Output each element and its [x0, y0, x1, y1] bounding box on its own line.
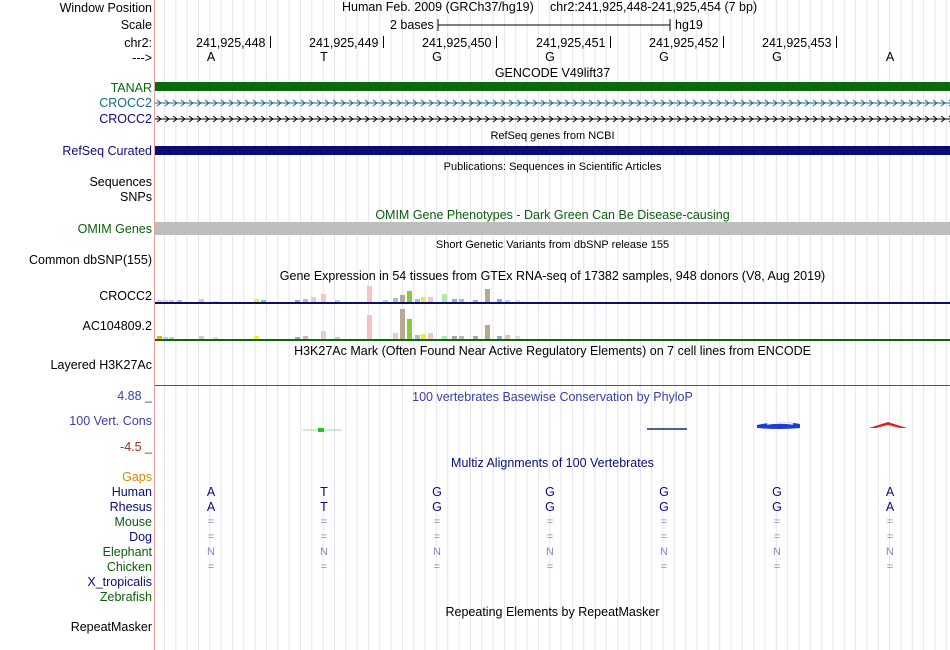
- gtex-tissue-bar: [407, 291, 412, 302]
- alignment-base-mouse: =: [660, 516, 668, 528]
- gtex-tissue-bar: [393, 298, 398, 302]
- gtex-tissue-bar: [163, 300, 168, 302]
- ruler-position-label: 241,925,452: [649, 36, 719, 50]
- species-label-zebrafish[interactable]: Zebrafish: [99, 590, 152, 604]
- phylop-track-title: 100 vertebrates Basewise Conservation by PhyloP: [412, 390, 693, 404]
- track-label-refseq[interactable]: RefSeq Curated: [62, 144, 152, 158]
- alignment-base-human: G: [659, 485, 669, 499]
- gtex-tissue-bar: [515, 336, 520, 339]
- phylop-max-label: 4.88 _: [117, 389, 152, 403]
- window-position-label: Window Position: [59, 1, 152, 15]
- gencode-crocc2-black-feature[interactable]: [155, 113, 950, 125]
- alignment-base-elephant: N: [660, 546, 668, 558]
- dbsnp-track-title: Short Genetic Variants from dbSNP release 155: [435, 239, 670, 251]
- species-label-human[interactable]: Human: [111, 485, 152, 499]
- gtex-tissue-bar: [473, 300, 478, 302]
- gtex-tissue-bar: [442, 336, 447, 339]
- alignment-base-dog: =: [660, 531, 668, 543]
- ruler-tick: [496, 36, 497, 48]
- alignment-base-rhesus: G: [659, 500, 669, 514]
- alignment-base-human: T: [320, 485, 328, 499]
- alignment-base-chicken: =: [546, 561, 554, 573]
- gtex-tissue-bar: [261, 300, 266, 302]
- track-label-crocc2-1[interactable]: CROCC2: [99, 96, 152, 110]
- phylop-logo-a: [869, 422, 907, 428]
- gtex-tissue-bar: [415, 299, 420, 302]
- gtex-tissue-bar: [199, 299, 204, 302]
- gtex-tissue-bar: [415, 335, 420, 339]
- gtex-tissue-bar: [515, 300, 520, 302]
- gtex-tissue-bar: [421, 297, 426, 302]
- track-label-gaps[interactable]: Gaps: [122, 470, 152, 484]
- assembly-title: Human Feb. 2009 (GRCh37/hg19): [342, 0, 534, 14]
- track-label-crocc2-2[interactable]: CROCC2: [99, 112, 152, 126]
- species-label-elephant[interactable]: Elephant: [102, 545, 152, 559]
- reference-base: G: [432, 50, 442, 64]
- alignment-base-human: G: [772, 485, 782, 499]
- track-label-sequences[interactable]: Sequences: [89, 175, 152, 189]
- gtex-tissue-bar: [400, 295, 405, 302]
- gtex-tissue-bar: [163, 337, 168, 339]
- gtex-tissue-bar: [421, 334, 426, 339]
- track-label-omim[interactable]: OMIM Genes: [77, 222, 152, 236]
- reference-base: A: [206, 50, 216, 64]
- reference-base: G: [659, 50, 669, 64]
- h3k27ac-track-title: H3K27Ac Mark (Often Found Near Active Regulatory Elements) on 7 cell lines from ENCODE: [294, 344, 811, 358]
- alignment-base-elephant: N: [207, 546, 215, 558]
- phylop-min-label: -4.5 _: [120, 440, 152, 454]
- omim-track-title: OMIM Gene Phenotypes - Dark Green Can Be Disease-causing: [375, 208, 730, 222]
- alignment-base-mouse: =: [433, 516, 441, 528]
- gtex-tissue-bar: [407, 319, 412, 339]
- gtex-tissue-bar: [452, 299, 457, 302]
- alignment-base-rhesus: G: [545, 500, 555, 514]
- track-label-h3k27ac[interactable]: Layered H3K27Ac: [50, 358, 152, 372]
- reference-base: G: [772, 50, 782, 64]
- track-label-panel: [0, 0, 155, 650]
- ruler-tick: [723, 36, 724, 48]
- species-label-dog[interactable]: Dog: [129, 530, 152, 544]
- alignment-base-elephant: N: [773, 546, 781, 558]
- alignment-base-dog: =: [886, 531, 894, 543]
- alignment-base-human: G: [432, 485, 442, 499]
- gtex-tissue-bar: [254, 299, 259, 302]
- gtex-tissue-bar: [428, 333, 433, 339]
- chrom-label: chr2:: [124, 36, 152, 50]
- alignment-base-rhesus: A: [885, 500, 895, 514]
- alignment-base-dog: =: [546, 531, 554, 543]
- gtex-ac104809-bars[interactable]: [155, 305, 950, 341]
- species-label-mouse[interactable]: Mouse: [114, 515, 152, 529]
- reference-base: T: [320, 50, 328, 64]
- gtex-tissue-bar: [199, 336, 204, 339]
- alignment-base-mouse: =: [886, 516, 894, 528]
- alignment-base-rhesus: G: [772, 500, 782, 514]
- alignment-base-human: A: [206, 485, 216, 499]
- track-label-gtex-ac104809[interactable]: AC104809.2: [82, 319, 152, 333]
- omim-feature[interactable]: [155, 222, 950, 235]
- gtex-tissue-bar: [254, 336, 259, 339]
- gtex-tissue-bar: [303, 336, 308, 339]
- gencode-track-title: GENCODE V49lift37: [494, 66, 611, 80]
- gtex-tissue-bar: [400, 309, 405, 339]
- gtex-baseline: [155, 302, 950, 304]
- gencode-tanar-feature[interactable]: [155, 82, 950, 91]
- gtex-tissue-bar: [177, 300, 182, 302]
- ruler-position-label: 241,925,450: [422, 36, 492, 50]
- ruler-tick: [383, 36, 384, 48]
- multiz-track-title: Multiz Alignments of 100 Vertebrates: [451, 456, 654, 470]
- alignment-base-mouse: =: [320, 516, 328, 528]
- reference-base: G: [545, 50, 555, 64]
- gtex-tissue-bar: [485, 289, 490, 302]
- alignment-base-chicken: =: [886, 561, 894, 573]
- gtex-tissue-bar: [321, 294, 326, 302]
- gtex-tissue-bar: [473, 336, 478, 339]
- track-label-common-dbsnp[interactable]: Common dbSNP(155): [29, 253, 152, 267]
- gencode-crocc2-teal-feature[interactable]: [155, 97, 950, 109]
- ruler-position-label: 241,925,449: [309, 36, 379, 50]
- refseq-track-title: RefSeq genes from NCBI: [490, 130, 615, 142]
- species-label-xtropicalis[interactable]: X_tropicalis: [87, 575, 152, 589]
- alignment-base-rhesus: T: [320, 500, 328, 514]
- gtex-tissue-bar: [459, 336, 464, 339]
- alignment-base-dog: =: [773, 531, 781, 543]
- ruler-position-label: 241,925,453: [762, 36, 832, 50]
- gtex-tissue-bar: [169, 300, 174, 302]
- gtex-tissue-bar: [367, 286, 372, 302]
- gtex-tissue-bar: [497, 336, 502, 339]
- alignment-base-chicken: =: [207, 561, 215, 573]
- gtex-tissue-bar: [295, 337, 300, 339]
- gtex-tissue-bar: [213, 337, 218, 339]
- ruler-position-label: 241,925,448: [196, 36, 266, 50]
- alignment-base-chicken: =: [433, 561, 441, 573]
- gtex-tissue-bar: [505, 335, 510, 339]
- track-label-tanar[interactable]: TANAR: [110, 81, 152, 95]
- gtex-tissue-bar: [485, 325, 490, 339]
- alignment-base-mouse: =: [207, 516, 215, 528]
- gtex-tissue-bar: [383, 300, 388, 302]
- gtex-tissue-bar: [335, 337, 340, 339]
- h3k27ac-baseline: [155, 385, 950, 386]
- gtex-baseline: [155, 339, 950, 341]
- gtex-tissue-bar: [335, 300, 340, 302]
- phylop-mark-t: [318, 428, 324, 432]
- species-label-chicken[interactable]: Chicken: [106, 560, 152, 574]
- alignment-base-elephant: N: [886, 546, 894, 558]
- ruler-tick: [836, 36, 837, 48]
- alignment-base-rhesus: A: [206, 500, 216, 514]
- alignment-base-rhesus: G: [432, 500, 442, 514]
- gtex-tissue-bar: [295, 300, 300, 302]
- alignment-base-dog: =: [433, 531, 441, 543]
- gtex-tissue-bar: [367, 315, 372, 339]
- ruler-position-label: 241,925,451: [536, 36, 606, 50]
- scale-value: 2 bases: [390, 18, 434, 32]
- species-label-rhesus[interactable]: Rhesus: [109, 500, 152, 514]
- position-readout: chr2:241,925,448-241,925,454 (7 bp): [550, 0, 758, 14]
- gtex-tissue-bar: [303, 299, 308, 302]
- track-label-phylop[interactable]: 100 Vert. Cons: [69, 414, 152, 428]
- alignment-base-chicken: =: [320, 561, 328, 573]
- gtex-tissue-bar: [428, 297, 433, 302]
- ruler-tick: [610, 36, 611, 48]
- gtex-tissue-bar: [442, 294, 447, 302]
- alignment-base-dog: =: [320, 531, 328, 543]
- gtex-tissue-bar: [393, 333, 398, 339]
- alignment-base-elephant: N: [546, 546, 554, 558]
- track-label-gtex-crocc2[interactable]: CROCC2: [99, 289, 152, 303]
- repeatmasker-track-title: Repeating Elements by RepeatMasker: [445, 605, 660, 619]
- alignment-base-chicken: =: [773, 561, 781, 573]
- reference-base: A: [885, 50, 895, 64]
- scale-db: hg19: [675, 18, 703, 32]
- phylop-graph[interactable]: [155, 418, 950, 434]
- genome-browser-image[interactable]: [155, 0, 950, 650]
- gtex-tissue-bar: [157, 300, 162, 302]
- gtex-tissue-bar: [321, 331, 326, 339]
- alignment-base-human: G: [545, 485, 555, 499]
- gtex-tissue-bar: [459, 299, 464, 302]
- gtex-tissue-bar: [311, 297, 316, 302]
- refseq-feature[interactable]: [155, 146, 950, 155]
- publications-track-title: Publications: Sequences in Scientific Articles: [443, 161, 662, 173]
- strand-toggle[interactable]: --->: [132, 51, 152, 65]
- gtex-crocc2-bars[interactable]: [155, 284, 950, 304]
- gtex-track-title: Gene Expression in 54 tissues from GTEx RNA-seq of 17382 samples, 948 donors (V8, Aug 2019): [279, 269, 826, 283]
- scale-label: Scale: [120, 18, 152, 32]
- alignment-base-elephant: N: [320, 546, 328, 558]
- gtex-tissue-bar: [157, 336, 162, 339]
- scale-bar: [437, 18, 671, 32]
- alignment-base-mouse: =: [546, 516, 554, 528]
- track-label-snps[interactable]: SNPs: [120, 190, 152, 204]
- alignment-base-mouse: =: [773, 516, 781, 528]
- track-label-repeatmasker[interactable]: RepeatMasker: [70, 620, 152, 634]
- alignment-base-human: A: [885, 485, 895, 499]
- gtex-tissue-bar: [505, 300, 510, 302]
- alignment-base-dog: =: [207, 531, 215, 543]
- gtex-tissue-bar: [452, 336, 457, 339]
- alignment-base-chicken: =: [660, 561, 668, 573]
- gtex-tissue-bar: [497, 299, 502, 302]
- gtex-tissue-bar: [213, 301, 218, 302]
- alignment-base-elephant: N: [433, 546, 441, 558]
- gtex-tissue-bar: [169, 337, 174, 339]
- ruler-tick: [270, 36, 271, 48]
